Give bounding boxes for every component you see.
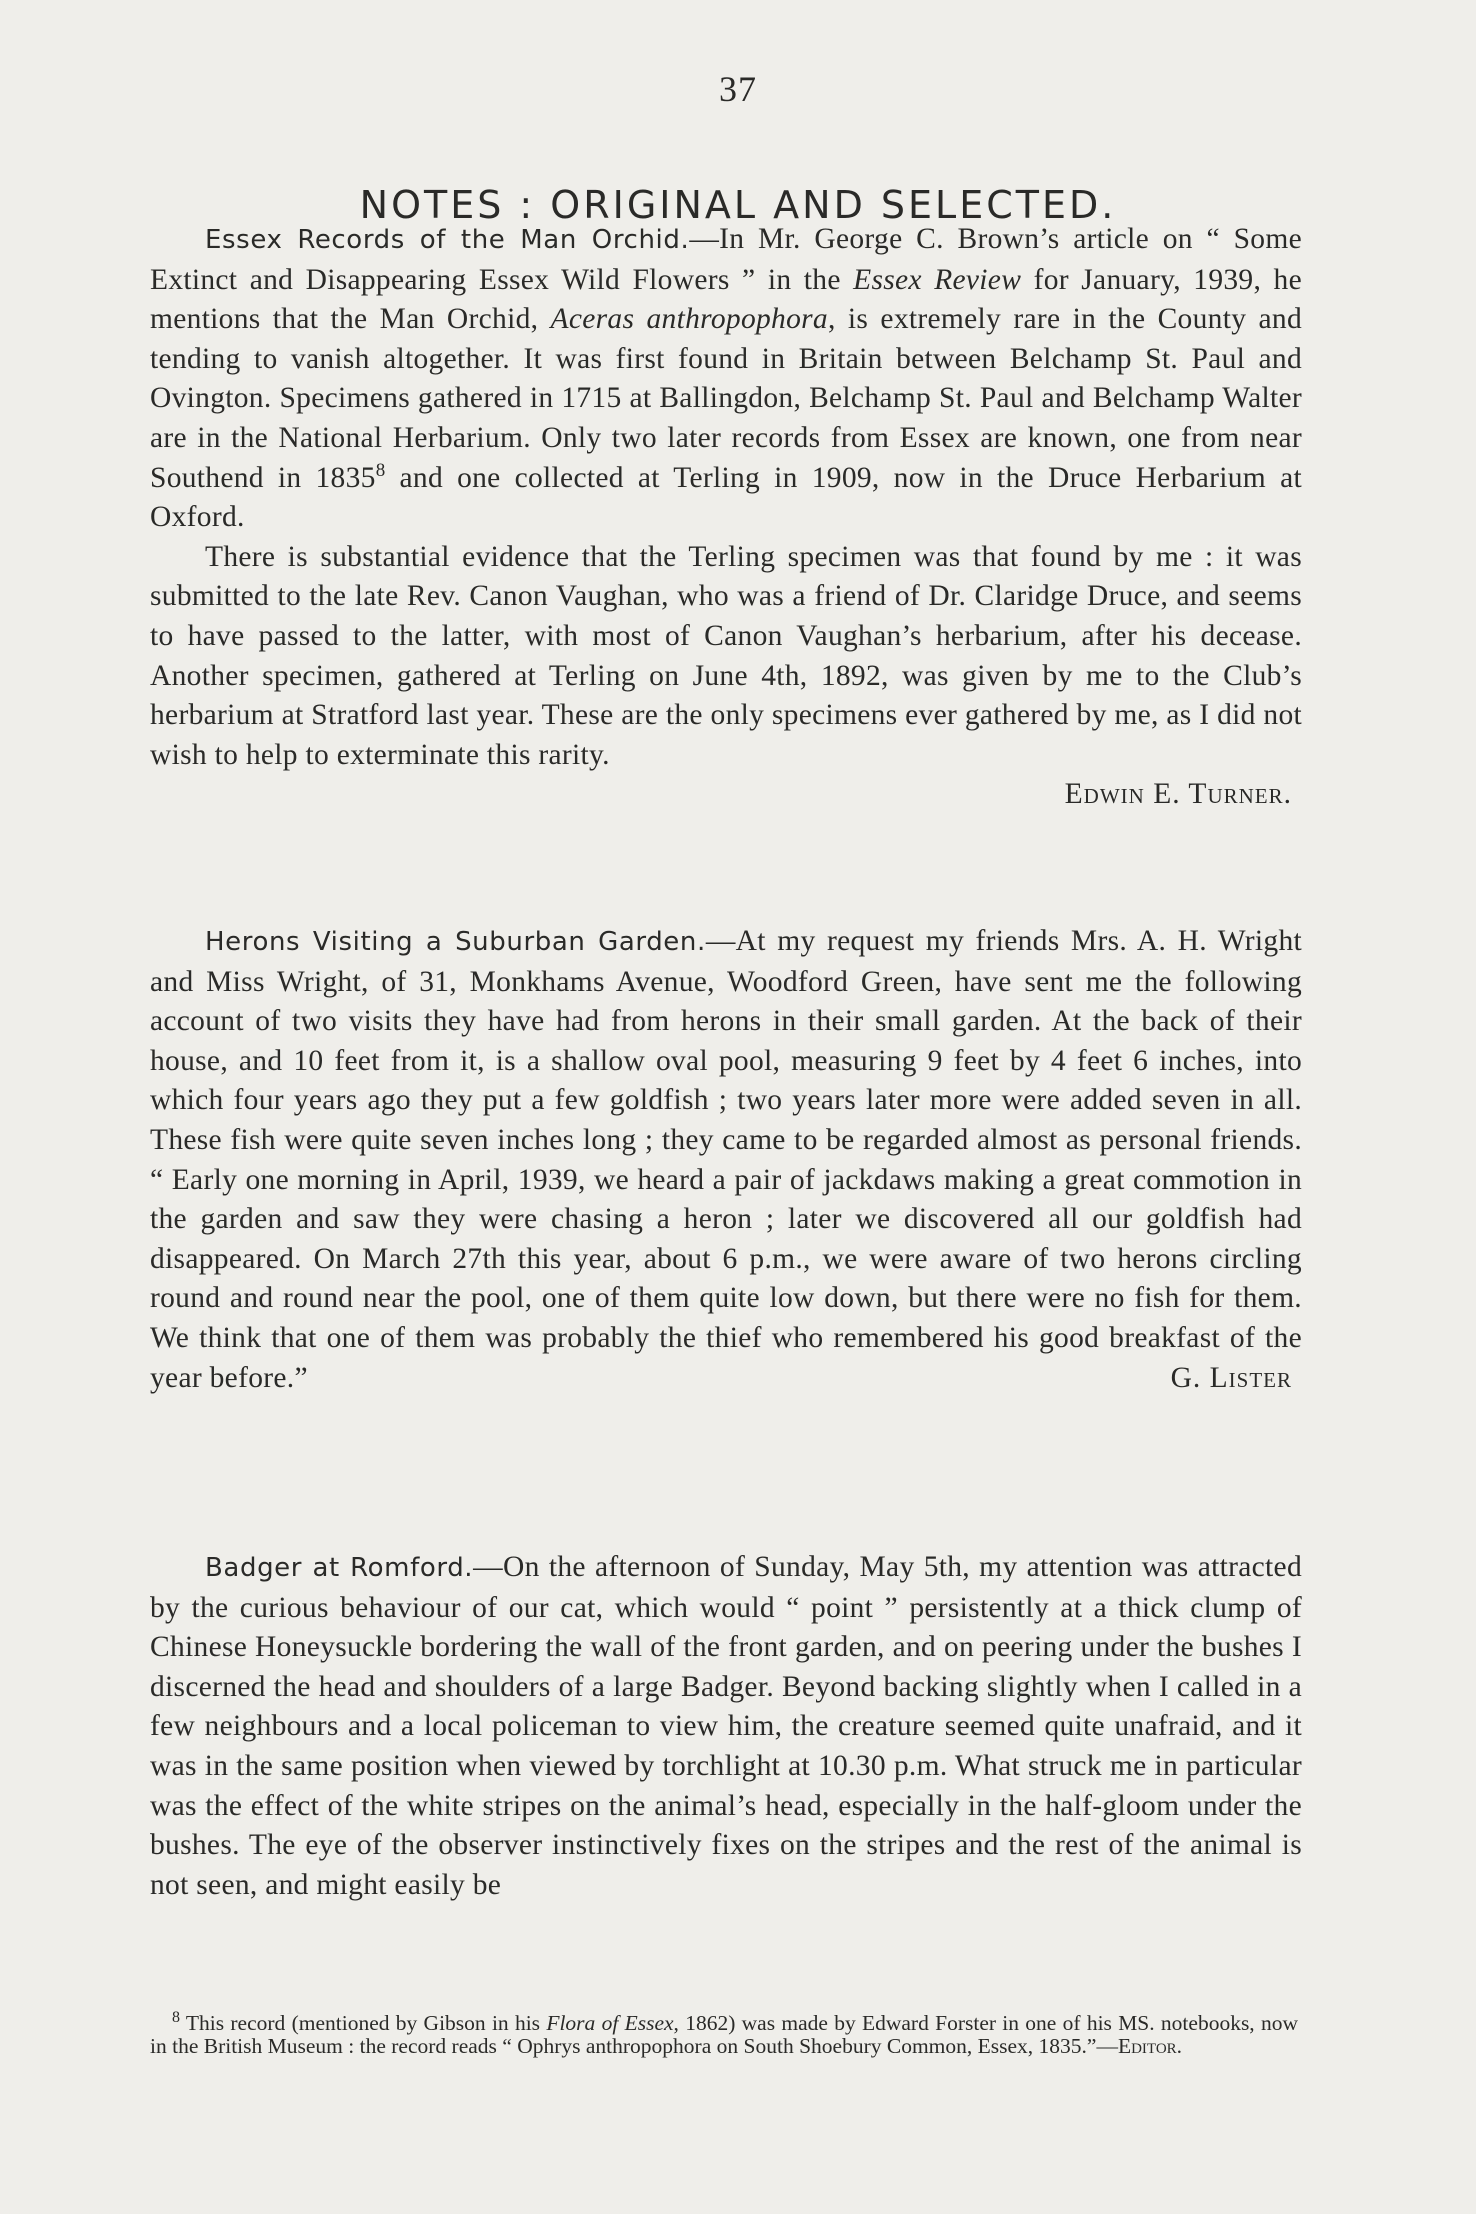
note-title: Herons Visiting a Suburban Garden. xyxy=(205,927,706,957)
note-man-orchid-paragraph-1 xyxy=(150,220,1302,538)
note-man-orchid-paragraph-2: There is substantial evidence that the Terling specimen was that found by me : it was submitted to the late Rev. Canon Vaughan, who was a friend of Dr. Claridge Druce, and seems to have passed to the latter, with most of Canon Vaughan’s herbarium, after his decease. Another specimen, gathered at Terling on June 4th, 1892, was given by me to the Club’s herbarium at Stratford last year. These are the only specimens ever gathered by me, as I did not wish to help to exterminate this rarity. xyxy=(150,540,1302,771)
footnote-text xyxy=(150,2008,1298,2058)
note-text: , is extremely rare in the County and tending to vanish altogether. It was first found in Britain between Belchamp St. Paul and Ovington. Specimens gathered in 1715 at Ballingdon, Belchamp St. Paul and Belchamp Walter are in the National Herbarium. Only two later records from Essex are known, one from near Southend in 1835 xyxy=(150,303,1302,494)
note-herons xyxy=(150,922,1302,1398)
note-text: —On the afternoon of Sunday, May 5th, my attention was attracted by the curious behaviour of our cat, which would “ point ” persistently at a thick clump of Chinese Honeysuckle bordering the wall of the front garden, and on peering under the bushes I discerned the head and shoulders of a large Badger. Beyond backing slightly when I called in a few neighbours and a local policeman to view him, the creature seemed quite unafraid, and it was in the same position when viewed by torchlight at 10.30 p.m. What struck me in particular was the effect of the white stripes on the animal’s head, especially in the half-gloom under the bushes. The eye of the observer instinctively fixes on the stripes and the rest of the animal is not seen, and might easily be xyxy=(150,1551,1302,1901)
journal-title: Essex Review xyxy=(853,263,1022,296)
note-badger xyxy=(150,1548,1302,1905)
footnote-reference: 8 xyxy=(375,459,386,481)
editor-signature: Editor. xyxy=(1117,2034,1183,2058)
author-signature: G. Lister xyxy=(1170,1361,1292,1394)
footnote-part: This record (mentioned by Gibson in his xyxy=(180,2011,547,2035)
note-text: —At my request my friends Mrs. A. H. Wright and Miss Wright, of 31, Monkhams Avenue, Woodford Green, have sent me the following account of two visits they have had from herons in their small garden. At the back of their house, and 10 feet from it, is a shallow oval pool, measuring 9 feet by 4 feet 6 inches, into which four years ago they put a few goldfish ; two years later more were added seven in all. These fish were quite seven inches long ; they came to be regarded almost as personal friends. “ Early one morning in April, 1939, we heard a pair of jackdaws making a great commotion in the garden and saw they were chasing a heron ; later we discovered all our goldfish had disappeared. On March 27th this year, about 6 p.m., we were aware of two herons circling round and round near the pool, one of them quite low down, but there were no fish for them. We think that one of them was probably the thief who remembered his good breakfast of the year before.” xyxy=(150,925,1302,1394)
species-name: Aceras anthropophora xyxy=(550,303,828,336)
page-heading: NOTES : ORIGINAL AND SELECTED. xyxy=(359,183,1117,228)
note-herons-paragraph xyxy=(150,922,1302,1398)
note-text: —In Mr. George C. Brown’s article on “ Some Extinct and Disappearing Essex Wild Flowers ” in the xyxy=(150,223,1302,296)
note-text: for January, 1939, he mentions that the Man Orchid, xyxy=(150,263,1302,336)
footnote-marker: 8 xyxy=(172,2008,180,2026)
page-number: 37 xyxy=(719,69,757,109)
note-man-orchid xyxy=(150,220,1302,815)
footnote xyxy=(150,2008,1298,2058)
note-title: Essex Records of the Man Orchid. xyxy=(205,225,690,255)
note-title: Badger at Romford. xyxy=(205,1553,474,1583)
author-signature: Edwin E. Turner. xyxy=(1064,778,1292,811)
note-text: and one collected at Terling in 1909, now in the Druce Herbarium at Oxford. xyxy=(150,461,1302,534)
book-title: Flora of Essex xyxy=(546,2011,674,2035)
note-badger-paragraph xyxy=(150,1548,1302,1905)
footnote-part: , 1862) was made by Edward Forster in one of his MS. notebooks, now in the British Museum : the record reads “ Ophrys anthropophora on South Shoebury Common, Essex, 1835.”— xyxy=(150,2011,1298,2058)
